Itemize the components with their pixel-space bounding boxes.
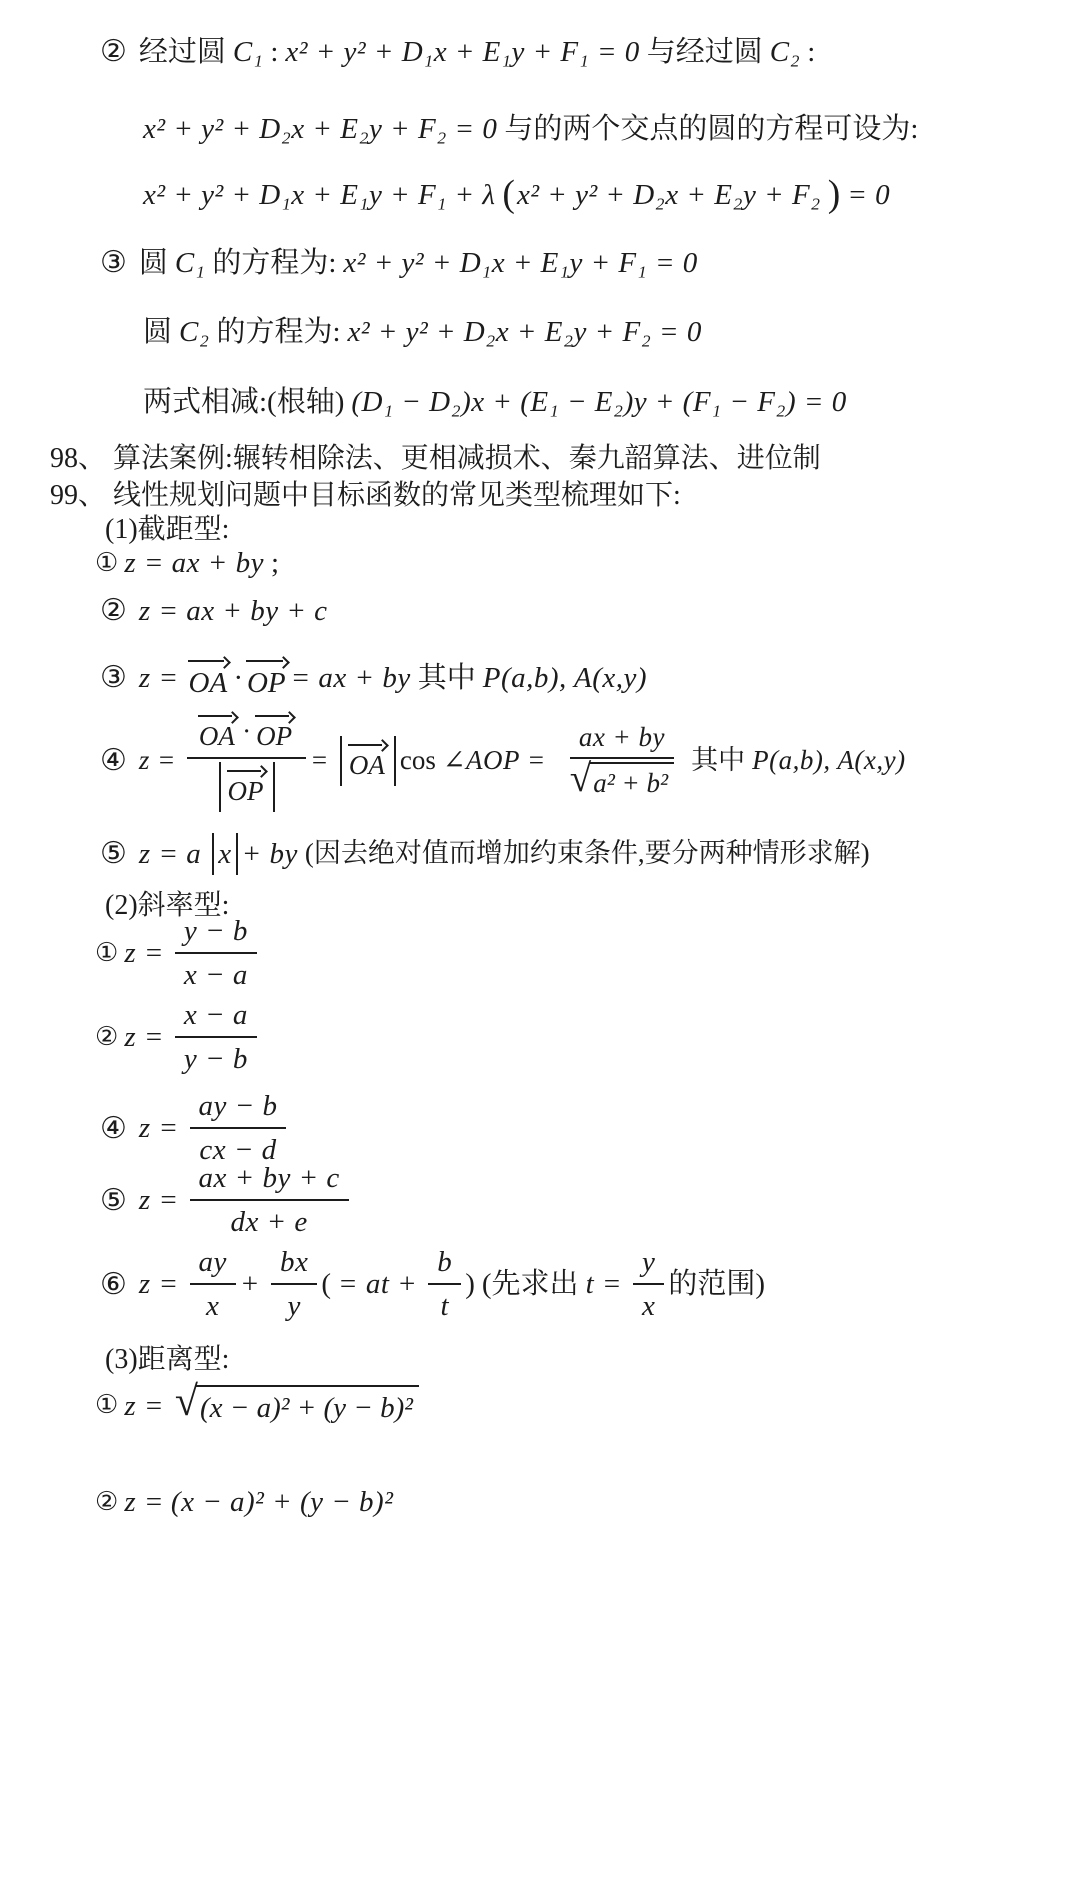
formula-pencil-pre: x² + y² + D₁x + E₁y + F₁ + λ [143,179,496,212]
item-marker-3: ③ [100,660,127,696]
text-subtract-two-equations: 两式相减:(根轴) [143,386,345,418]
item-marker-1: ① [95,1390,119,1421]
sec2-item2 [95,997,261,1078]
radical-icon: √ [569,757,592,801]
circle-item2-line1 [100,33,822,71]
z-equals: z = [138,1268,179,1301]
formula-distance-squared: (x − a)² + (y − b)² [170,1486,394,1518]
symbol-c1: C₁ [174,246,206,279]
square-root: √ a² + b² [570,762,674,801]
note-absolute-value: (因去绝对值而增加约束条件,要分两种情形求解) [304,838,870,869]
angle-AOP: ∠AOP [442,744,520,775]
z-equals: z = [138,1112,179,1145]
item-marker-1: ① [95,547,119,578]
t-equals: t = [585,1268,622,1301]
fraction-bx-y: $\frac{bx}{y}$ [271,1244,317,1325]
abs-x: x [212,833,237,875]
abs-vector-OP [219,762,275,812]
circle-item3-line2 [143,314,709,350]
formula-pencil-inner: x² + y² + D₂x + E₂y + F₂ [516,179,821,212]
colon: : [270,35,279,68]
text-where: 其中 [417,662,476,694]
item-marker-2: ② [95,1022,119,1052]
radical-axis-line [143,384,854,420]
radical-icon: √ [174,1379,198,1425]
text-equation-is: 的方程为: [212,246,337,279]
item-99-number: 99、 [50,480,107,511]
item-98-text: 算法案例:辗转相除法、更相减损术、秦九韶算法、进位制 [113,443,821,474]
sec2-item5 [100,1160,353,1241]
formula-plus-by: + by [241,838,298,870]
fraction-y-x: $\frac{y}{x}$ [633,1244,664,1325]
item-marker-2: ② [100,34,127,69]
z-equals: z = [124,1021,164,1054]
z-equals: z = [124,1486,164,1518]
section3-title-text: (3)距离型: [105,1344,230,1375]
sec1-item4 [100,710,913,812]
fraction-slope5: $\frac{ax + by + c}{dx + e}$ [190,1160,349,1241]
vector-OA: OA [197,710,239,754]
text-circle: 圆 [138,246,168,279]
right-paren: ) [465,1268,475,1301]
text-through-circle: 经过圆 [138,35,226,68]
sec2-item4 [100,1088,290,1169]
fraction-b-t: $\frac{b}{t}$ [428,1244,461,1325]
item-marker-2: ② [95,1486,119,1517]
sec1-item2 [100,592,335,630]
sec1-item5 [100,833,877,875]
item-99-text: 线性规划问题中目标函数的常见类型梳理如下: [113,480,681,511]
formula-circle1: x² + y² + D₁x + E₁y + F₁ = 0 [343,246,698,279]
equals-sign: = [526,744,546,775]
z-equals: z = [138,662,179,694]
symbol-c2: C₂ [179,316,210,348]
formula-circle2: x² + y² + D₂x + E₂y + F₂ = 0 [143,113,498,145]
equals-sign: = [310,744,329,775]
left-paren: ( [321,1268,332,1301]
z-equals: z = [138,744,176,775]
formula-z-a: z = a [138,838,202,870]
abs-vector-OA [340,736,396,786]
fraction-dot-product [187,710,306,812]
vector-OP: OP [226,765,268,809]
right-paren: ) [827,173,841,215]
item-marker-4: ④ [100,1110,127,1146]
formula-at-plus: = at + [338,1268,418,1301]
formula-circle2: x² + y² + D₂x + E₂y + F₂ = 0 [347,316,702,348]
z-equals: z = [124,937,164,970]
sec1-item1 [95,545,286,581]
fraction-slope2: $\frac{x - a}{y - b}$ [175,997,257,1078]
item-98-number: 98、 [50,443,107,474]
fraction-ay-x: $\frac{ay}{x}$ [190,1244,236,1325]
sec1-item3 [100,655,654,701]
square-root-distance: √ (x − a)² + (y − b)² [175,1385,419,1426]
text-where: 其中 [691,744,746,775]
points-P-A: P(a,b), A(x,y) [752,744,906,775]
z-equals: z = [138,1184,179,1217]
sec3-item2 [95,1484,400,1520]
item-marker-5: ⑤ [100,836,127,872]
sec2-item6 [100,1244,772,1325]
item-marker-4: ④ [100,743,127,778]
formula-equals-ax-by: = ax + by [290,662,411,694]
dot-operator: · [242,716,251,746]
dot-operator: · [234,662,242,694]
symbol-c2: C₂ [769,35,801,68]
cos-function: cos [399,744,436,775]
section3-title [105,1342,236,1377]
formula-z-ax-by: z = ax + by [124,547,264,579]
fraction-projection: ax + by √ a² + b² [557,721,687,802]
symbol-c1: C₁ [232,35,264,68]
fraction-slope4: $\frac{ay - b}{cx - d}$ [190,1088,287,1169]
formula-z-ax-by-c: z = ax + by + c [138,594,328,627]
vector-OP: OP [245,655,290,701]
section2-title-text: (2)斜率型: [105,890,230,921]
vector-OP: OP [254,710,296,754]
sec2-item1 [95,913,261,994]
vector-OA: OA [347,739,389,783]
item-marker-6: ⑥ [100,1266,127,1302]
circle-item2-line3 [143,172,897,219]
text-first-find: (先求出 [481,1268,579,1301]
text-range: 的范围) [668,1268,765,1301]
vector-OA: OA [187,655,232,701]
fraction-slope1: $\frac{y - b}{x - a}$ [175,913,257,994]
semicolon: ; [270,547,280,579]
left-paren: ( [502,173,515,215]
item-marker-1: ① [95,938,119,968]
item-marker-3: ③ [100,245,127,280]
item-marker-2: ② [100,593,127,628]
item-98 [50,441,828,476]
item-99 [50,478,688,513]
points-P-A: P(a,b), A(x,y) [482,662,648,694]
text-equation-is: 的方程为: [216,316,341,348]
text-intersection-equation: 与的两个交点的圆的方程可设为: [504,113,919,145]
z-equals: z = [124,1389,164,1422]
item-marker-5: ⑤ [100,1182,127,1218]
section1-title-text: (1)截距型: [105,514,230,545]
plus-sign: + [239,1268,260,1301]
equals-zero: = 0 [847,179,891,212]
circle-item3-line1 [100,244,705,282]
text-circle: 圆 [143,316,173,348]
section1-title [105,512,236,547]
circle-item2-line2 [143,111,925,147]
formula-radical-axis: (D₁ − D₂)x + (E₁ − E₂)y + (F₁ − F₂) = 0 [351,386,847,418]
text-and-through-circle: 与经过圆 [646,35,763,68]
formula-circle1: x² + y² + D₁x + E₁y + F₁ = 0 [285,35,640,68]
sec3-item1 [95,1379,423,1426]
colon: : [807,35,816,68]
